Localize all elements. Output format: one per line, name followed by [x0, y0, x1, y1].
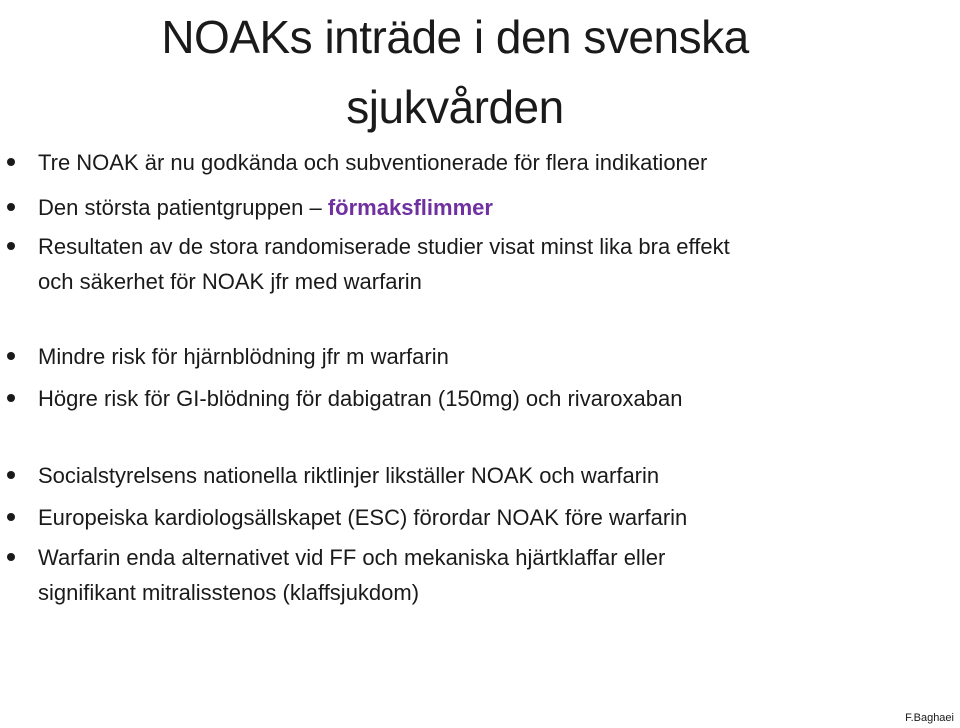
highlighted-term: förmaksflimmer	[327, 195, 493, 220]
bullet-dot-icon	[7, 158, 15, 166]
bullet-text-line-1: Resultaten av de stora randomiserade studier visat minst lika bra effekt	[38, 234, 730, 259]
bullet-text: Europeiska kardiologsällskapet (ESC) förordar NOAK före warfarin	[38, 505, 688, 530]
slide-title	[0, 0, 910, 142]
bullet-text: Mindre risk för hjärnblödning jfr m warfarin	[38, 344, 449, 369]
bullet-text: Socialstyrelsens nationella riktlinjer likställer NOAK och warfarin	[38, 463, 660, 488]
slide-title-line-1: NOAKs inträde i den svenska	[161, 11, 749, 63]
bullet-item	[38, 381, 938, 416]
bullet-item	[38, 190, 938, 225]
bullet-item	[38, 500, 938, 535]
bullet-dot-icon	[7, 242, 15, 250]
bullet-item	[38, 540, 938, 610]
bullet-item	[38, 458, 938, 493]
bullet-item	[38, 145, 938, 180]
bullet-dot-icon	[7, 471, 15, 479]
bullet-dot-icon	[7, 203, 15, 211]
bullet-text: Den största patientgruppen –	[38, 195, 328, 220]
bullet-item	[38, 229, 938, 299]
author-credit: F.Baghaei	[905, 712, 954, 724]
bullet-dot-icon	[7, 553, 15, 561]
slide-title-line-2: sjukvården	[346, 81, 564, 133]
bullet-text-line-1: Warfarin enda alternativet vid FF och mekaniska hjärtklaffar eller	[38, 545, 666, 570]
bullet-dot-icon	[7, 394, 15, 402]
bullet-text-line-2: och säkerhet för NOAK jfr med warfarin	[38, 269, 422, 294]
bullet-dot-icon	[7, 513, 15, 521]
bullet-text: Tre NOAK är nu godkända och subventionerade för flera indikationer	[38, 150, 708, 175]
bullet-text-line-2: signifikant mitralisstenos (klaffsjukdom)	[38, 580, 420, 605]
bullet-item	[38, 339, 938, 374]
bullet-dot-icon	[7, 352, 15, 360]
bullet-text: Högre risk för GI-blödning för dabigatran (150mg) och rivaroxaban	[38, 386, 683, 411]
